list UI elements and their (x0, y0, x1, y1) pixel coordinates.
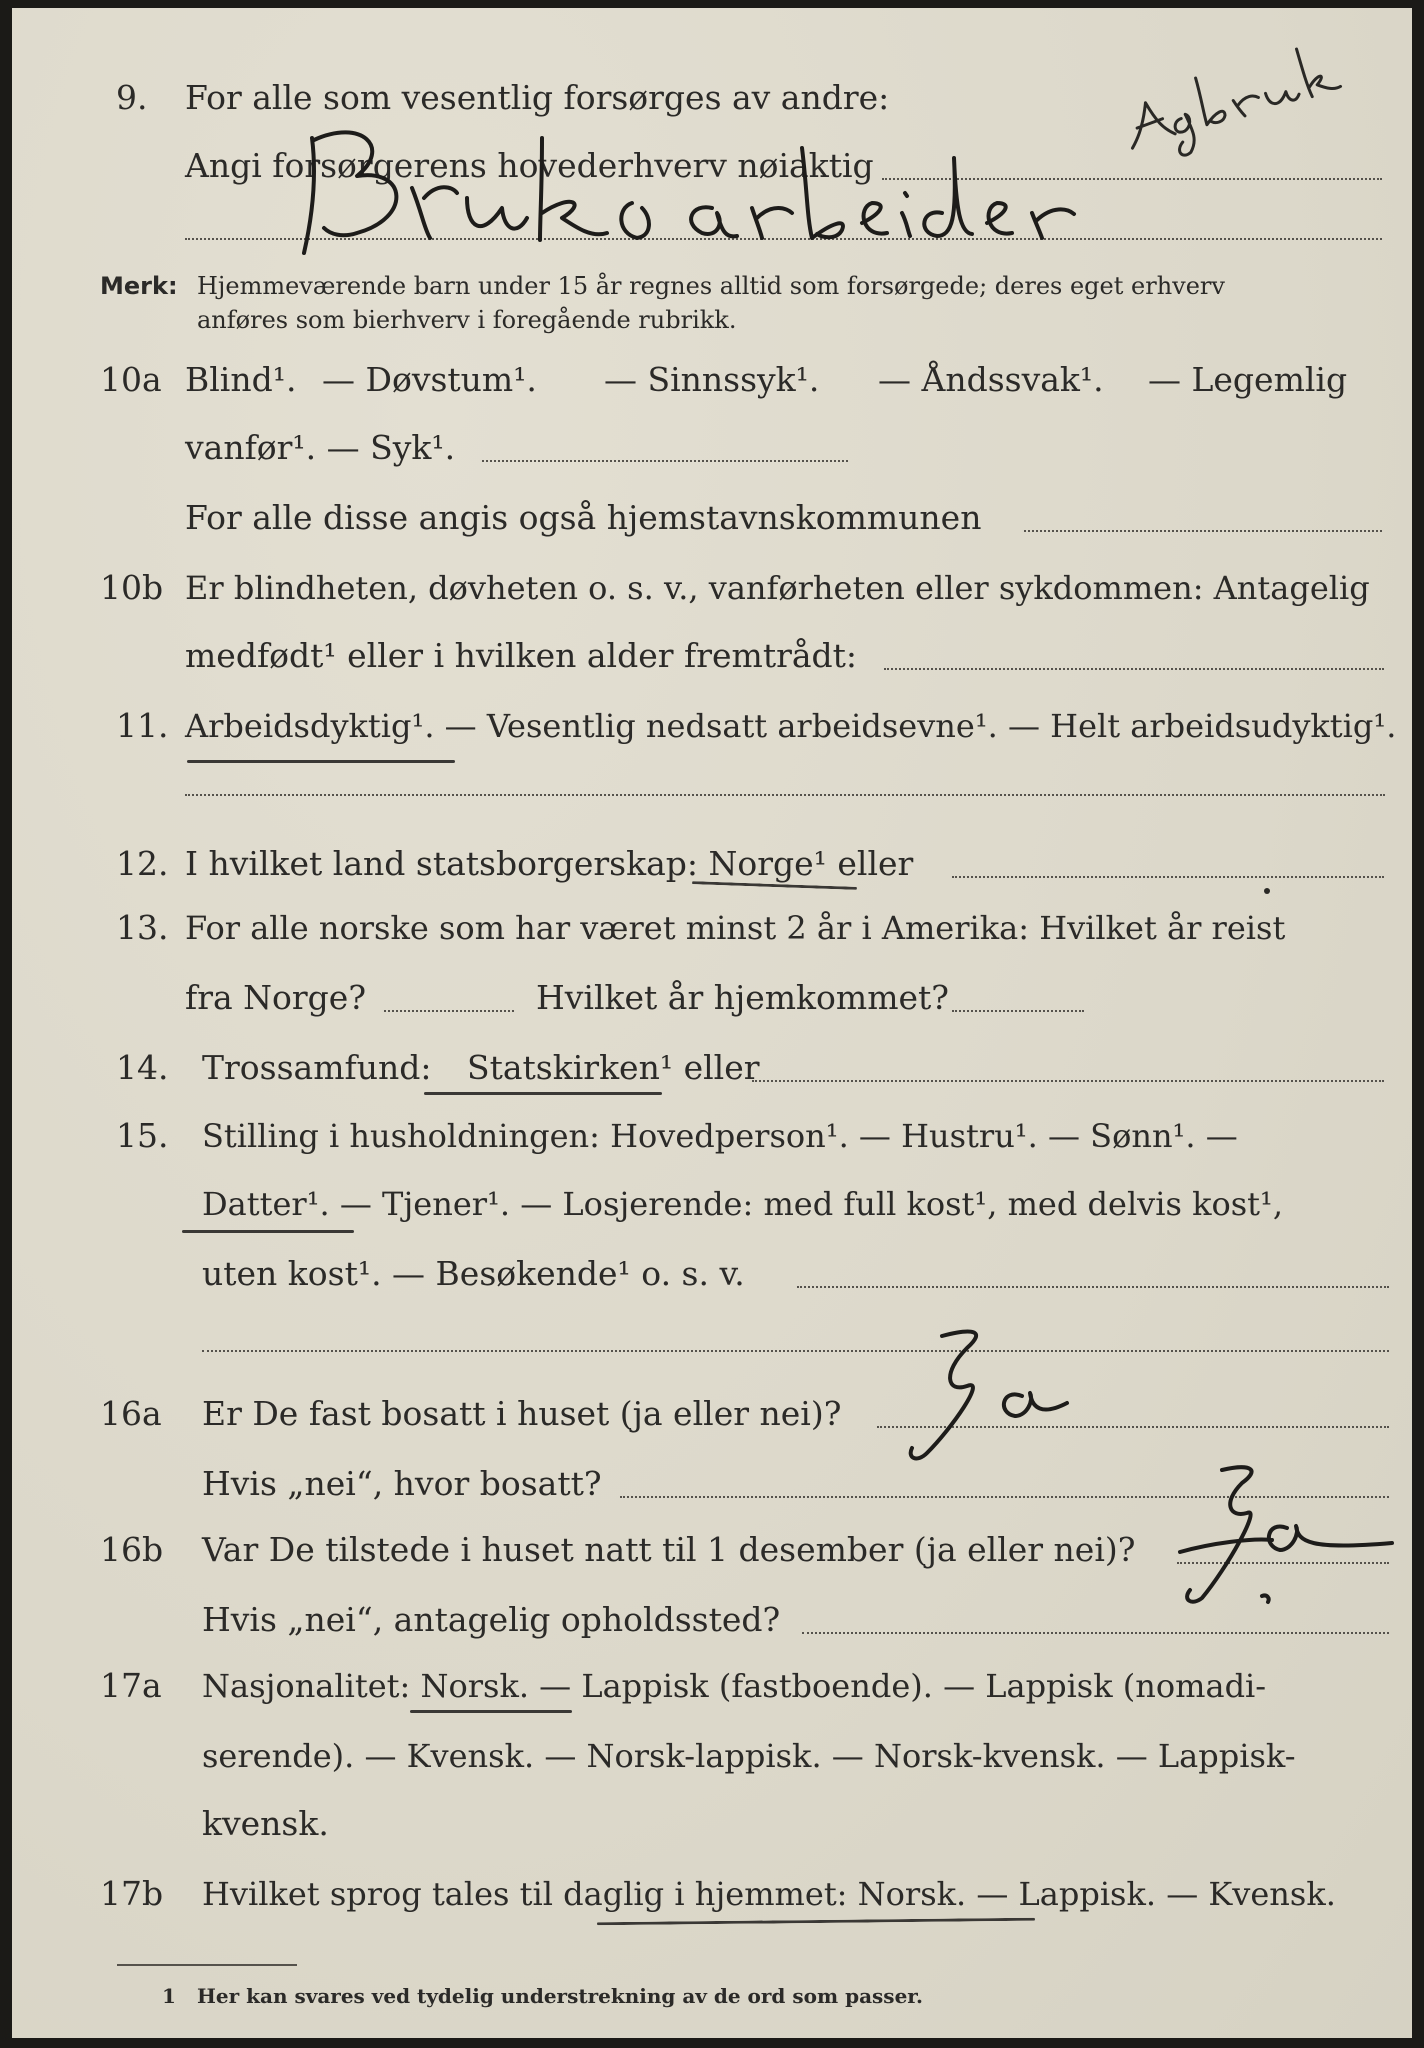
q10b-line1: Er blindheten, døvheten o. s. v., vanførheten eller sykdommen: Antagelig (185, 569, 1370, 607)
q14-line1b: Statskirken¹ eller (467, 1048, 760, 1087)
footnote-mark: 1 (162, 1984, 176, 2008)
q10a-number: 10a (100, 360, 162, 399)
q16b-line1: Var De tilstede i huset natt til 1 desember (ja eller nei)? (202, 1530, 1136, 1569)
ink-dot (1264, 888, 1270, 894)
q10a-andssvak: — Åndssvak¹. (878, 360, 1104, 399)
q16b-line2: Hvis „nei“, antagelig opholdssted? (202, 1600, 781, 1639)
q10b-line2: medfødt¹ eller i hvilken alder fremtrådt: (185, 636, 858, 675)
handwritten-ja-16a (911, 1332, 1067, 1459)
q15-line1: Stilling i husholdningen: Hovedperson¹. — Hustru¹. — Sønn¹. — (202, 1117, 1238, 1155)
q16a-number: 16a (100, 1394, 162, 1433)
q16b-number: 16b (100, 1530, 164, 1569)
handwritten-bruksarbeider (304, 132, 1074, 253)
q17a-line1: Nasjonalitet: Norsk. — Lappisk (fastboende). — Lappisk (nomadi- (202, 1667, 1267, 1705)
q17a-line2: serende). — Kvensk. — Norsk-lappisk. — Norsk-kvensk. — Lappisk- (202, 1737, 1296, 1775)
q13-line1: For alle norske som har været minst 2 år i Amerika: Hvilket år reist (185, 909, 1286, 947)
q10a-line3: For alle disse angis også hjemstavnskommunen (185, 498, 982, 537)
q10b-number: 10b (100, 568, 164, 607)
q16a-line1: Er De fast bosatt i huset (ja eller nei)? (202, 1394, 842, 1433)
q10a-line2: vanfør¹. — Syk¹. (185, 428, 456, 467)
q15-number: 15. (116, 1116, 169, 1155)
census-form-page (12, 8, 1412, 2038)
q10a-blind: Blind¹. (185, 360, 297, 399)
q14-number: 14. (116, 1048, 169, 1087)
q14-line1a: Trossamfund: (202, 1048, 432, 1087)
handwritten-ja-16b (1180, 1467, 1392, 1602)
q10a-legemlig: — Legemlig (1148, 360, 1348, 399)
q17a-line3: kvensk. (202, 1804, 329, 1843)
q11-line1: Arbeidsdyktig¹. — Vesentlig nedsatt arbeidsevne¹. — Helt arbeidsudyktig¹. (185, 707, 1397, 745)
q10a-dovstum: — Døvstum¹. (322, 360, 537, 399)
q17b-number: 17b (100, 1874, 164, 1913)
q9-line1: For alle som vesentlig forsørges av andre: (185, 78, 890, 117)
q17b-line1: Hvilket sprog tales til daglig i hjemmet: Norsk. — Lappisk. — Kvensk. (202, 1875, 1336, 1913)
q12-number: 12. (116, 844, 169, 883)
q12-line1: I hvilket land statsborgerskap: Norge¹ eller (185, 844, 914, 883)
q17a-number: 17a (100, 1666, 162, 1705)
handwriting-overlay (12, 8, 1412, 2038)
q10a-sinnssyk: — Sinnssyk¹. (604, 360, 820, 399)
q15-line2: Datter¹. — Tjener¹. — Losjerende: med full kost¹, med delvis kost¹, (202, 1185, 1284, 1223)
merk-label: Merk: (100, 272, 178, 300)
q15-line3: uten kost¹. — Besøkende¹ o. s. v. (202, 1254, 745, 1293)
q13-line2a: fra Norge? (185, 978, 367, 1017)
q13-number: 13. (116, 908, 169, 947)
footnote-text: Her kan svares ved tydelig understrekning av de ord som passer. (197, 1984, 923, 2008)
handwritten-sagbruk (1119, 40, 1347, 168)
merk-line1: Hjemmeværende barn under 15 år regnes alltid som forsørgede; deres eget erhverv (197, 272, 1225, 300)
q16a-line2: Hvis „nei“, hvor bosatt? (202, 1464, 602, 1503)
q13-line2b: Hvilket år hjemkommet? (536, 978, 949, 1017)
merk-line2: anføres som bierhverv i foregående rubrikk. (197, 306, 737, 334)
q11-number: 11. (116, 706, 169, 745)
q9-line2: Angi forsørgerens hovederhverv nøiaktig (185, 146, 874, 185)
q9-number: 9. (116, 78, 148, 117)
